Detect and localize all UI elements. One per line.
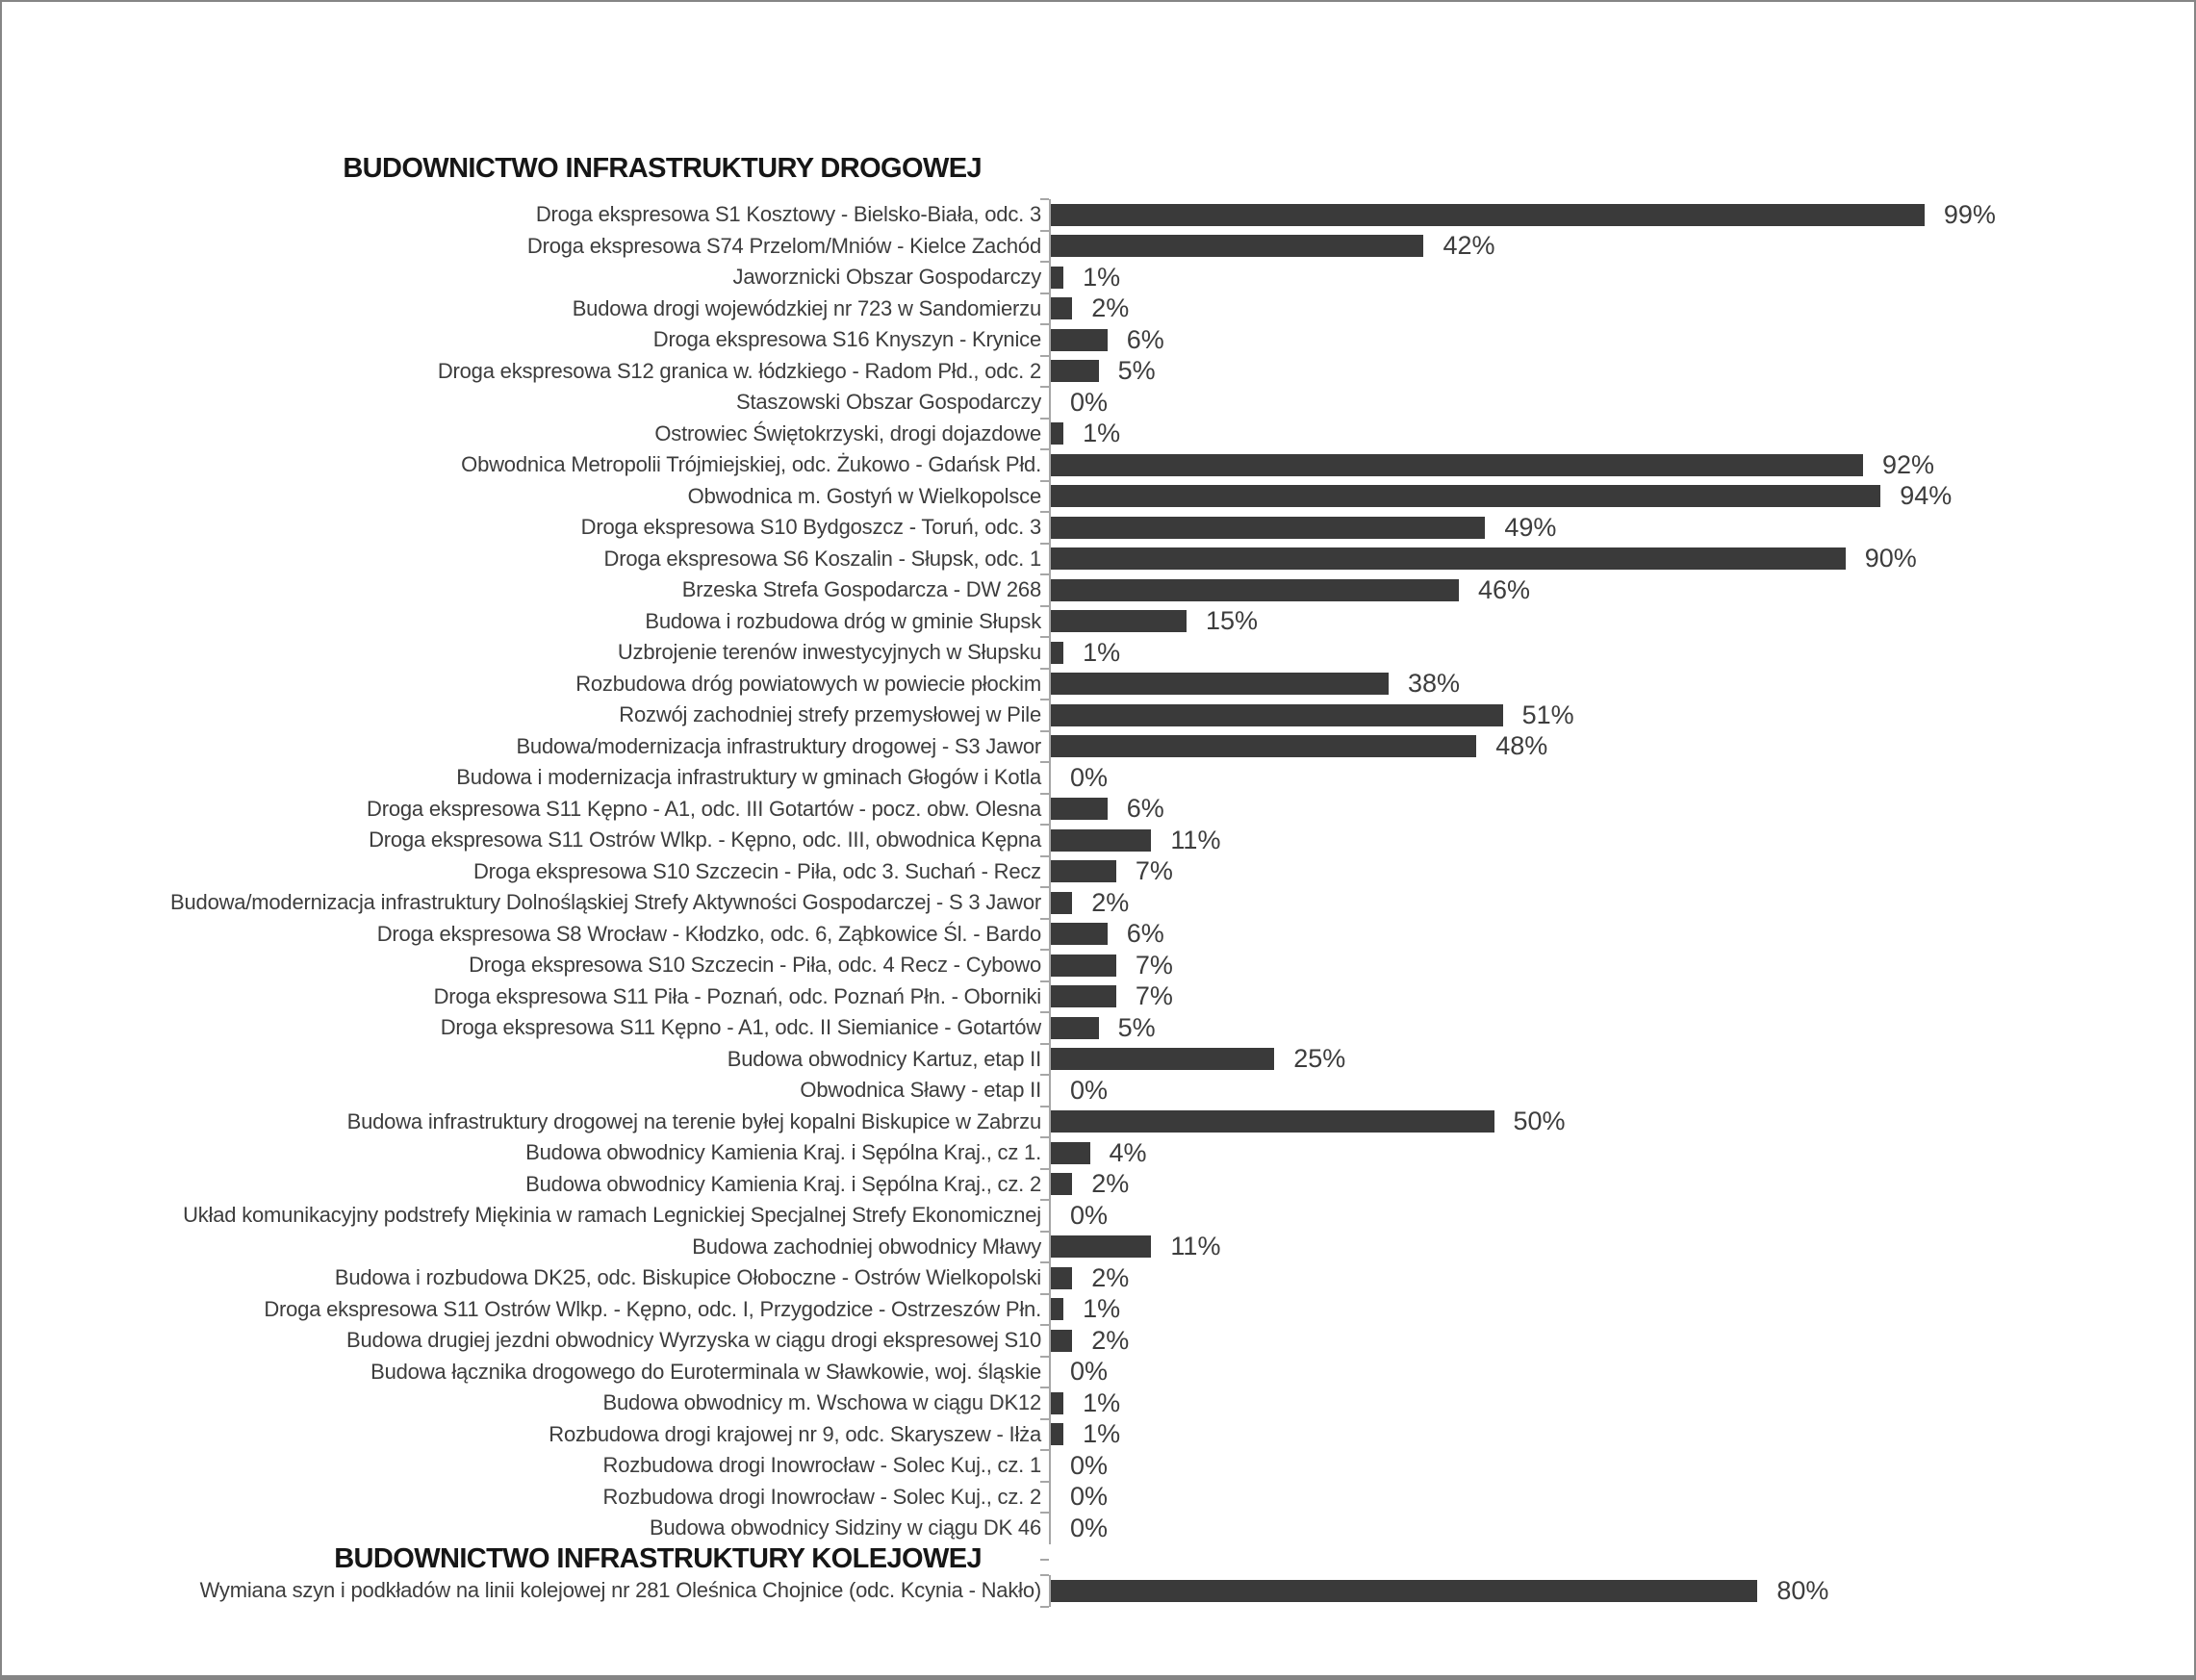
plot-inner — [1051, 731, 2194, 763]
plot-cell — [1049, 887, 2194, 919]
plot-inner — [1051, 1107, 2194, 1138]
plot-inner — [1051, 856, 2194, 888]
plot-inner — [1051, 231, 2194, 263]
category-label: Budowa zachodniej obwodnicy Mławy — [692, 1234, 1041, 1259]
category-label: Budowa obwodnicy Kamienia Kraj. i Sępólna Kraj., cz. 2 — [525, 1171, 1041, 1196]
plot-inner — [1051, 1044, 2194, 1076]
category-label: Droga ekspresowa S10 Szczecin - Piła, odc. 4 Recz - Cybowo — [469, 953, 1041, 977]
category-label: Budowa obwodnicy Sidziny w ciągu DK 46 — [650, 1515, 1041, 1540]
plot-inner — [1051, 919, 2194, 951]
category-label: Staszowski Obszar Gospodarczy — [736, 390, 1041, 414]
bar — [1051, 517, 1485, 539]
plot-inner — [1051, 1419, 2194, 1451]
chart-row — [2, 1012, 2194, 1044]
bar — [1051, 1017, 1099, 1039]
plot-inner — [1051, 1575, 2194, 1607]
value-label: 48% — [1495, 731, 1548, 761]
plot-inner — [1051, 606, 2194, 638]
plot-inner — [1051, 1357, 2194, 1388]
plot-inner — [1051, 512, 2194, 544]
bar — [1051, 955, 1116, 977]
plot-inner — [1051, 1482, 2194, 1514]
plot-cell — [1049, 731, 2194, 763]
plot-cell — [1049, 1169, 2194, 1201]
bar — [1051, 422, 1063, 445]
category-label: Obwodnica m. Gostyń w Wielkopolsce — [687, 483, 1041, 508]
chart-row — [2, 1357, 2194, 1388]
value-label: 5% — [1117, 1012, 1156, 1042]
value-label: 2% — [1091, 293, 1130, 323]
value-label: 0% — [1070, 1357, 1109, 1387]
chart-row — [2, 481, 2194, 513]
plot-inner — [1051, 794, 2194, 826]
category-label: Droga ekspresowa S6 Koszalin - Słupsk, odc. 1 — [603, 546, 1041, 571]
chart-row — [2, 1513, 2194, 1544]
plot-cell — [1049, 669, 2194, 700]
category-label: Droga ekspresowa S11 Piła - Poznań, odc. Poznań Płn. - Oborniki — [433, 983, 1041, 1008]
plot-cell — [1049, 356, 2194, 388]
plot-inner — [1051, 293, 2194, 325]
plot-cell — [1049, 1232, 2194, 1263]
value-label: 99% — [1943, 199, 1996, 229]
value-label: 1% — [1083, 637, 1121, 667]
category-label: Droga ekspresowa S12 granica w. łódzkiego - Radom Płd., odc. 2 — [437, 358, 1041, 383]
chart-row — [2, 856, 2194, 888]
value-label: 49% — [1504, 512, 1557, 542]
category-label: Budowa i rozbudowa dróg w gminie Słupsk — [645, 608, 1041, 633]
category-label: Rozbudowa dróg powiatowych w powiecie płockim — [575, 671, 1041, 696]
chart-row — [2, 1387, 2194, 1419]
plot-inner — [1051, 1325, 2194, 1357]
plot-inner — [1051, 1169, 2194, 1201]
plot-cell — [1049, 324, 2194, 356]
value-label: 6% — [1126, 794, 1164, 824]
value-label: 6% — [1126, 324, 1164, 354]
value-label: 0% — [1070, 1200, 1109, 1230]
plot-inner — [1051, 574, 2194, 606]
value-label: 2% — [1091, 1325, 1130, 1355]
bar — [1051, 1392, 1063, 1414]
chart-row — [2, 356, 2194, 388]
plot-inner — [1051, 637, 2194, 669]
value-label: 94% — [1900, 481, 1953, 511]
plot-inner — [1051, 762, 2194, 794]
chart-row — [2, 574, 2194, 606]
value-label: 2% — [1091, 887, 1130, 917]
value-label: 51% — [1521, 700, 1574, 729]
value-label: 15% — [1205, 606, 1258, 636]
category-label: Budowa infrastruktury drogowej na terenie byłej kopalni Biskupice w Zabrzu — [346, 1108, 1041, 1133]
value-label: 46% — [1477, 574, 1531, 604]
value-label: 0% — [1070, 387, 1109, 417]
plot-cell — [1049, 199, 2194, 231]
chart-row — [2, 731, 2194, 763]
bar — [1051, 735, 1476, 757]
plot-inner — [1051, 1137, 2194, 1169]
bar — [1051, 360, 1099, 382]
plot-cell — [1049, 1419, 2194, 1451]
bar — [1051, 1267, 1072, 1289]
value-label: 25% — [1293, 1044, 1346, 1074]
chart-row — [2, 1137, 2194, 1169]
bar — [1051, 610, 1187, 632]
chart-row — [2, 293, 2194, 325]
chart-row — [2, 762, 2194, 794]
bar — [1051, 1580, 1757, 1602]
plot-cell — [1049, 856, 2194, 888]
plot-cell — [1049, 1044, 2194, 1076]
chart-row — [2, 887, 2194, 919]
plot-inner — [1051, 324, 2194, 356]
value-label: 0% — [1070, 1075, 1109, 1105]
plot-inner — [1051, 669, 2194, 700]
value-label: 0% — [1070, 1450, 1109, 1480]
bar — [1051, 235, 1423, 257]
plot-inner — [1051, 1200, 2194, 1232]
category-label: Rozbudowa drogi Inowrocław - Solec Kuj., cz. 1 — [602, 1453, 1041, 1477]
plot-cell — [1049, 762, 2194, 794]
plot-cell — [1049, 825, 2194, 856]
category-label: Droga ekspresowa S1 Kosztowy - Bielsko-Biała, odc. 3 — [535, 202, 1041, 226]
plot-cell — [1049, 1450, 2194, 1482]
plot-inner — [1051, 1012, 2194, 1044]
category-label: Budowa drogi wojewódzkiej nr 723 w Sandomierzu — [572, 295, 1041, 320]
plot-cell — [1049, 293, 2194, 325]
category-label: Budowa łącznika drogowego do Euroterminala w Sławkowie, woj. śląskie — [370, 1359, 1041, 1384]
value-label: 90% — [1864, 544, 1917, 573]
bar — [1051, 329, 1108, 351]
plot-cell — [1049, 1387, 2194, 1419]
value-label: 1% — [1083, 1387, 1121, 1417]
plot-cell — [1049, 231, 2194, 263]
plot-inner — [1051, 825, 2194, 856]
category-label: Wymiana szyn i podkładów na linii kolejowej nr 281 Oleśnica Chojnice (odc. Kcynia - Nakło) — [199, 1578, 1041, 1602]
section-title: BUDOWNICTWO INFRASTRUKTURY DROGOWEJ — [343, 153, 982, 184]
value-label: 0% — [1070, 1482, 1109, 1512]
chart-row — [2, 419, 2194, 450]
chart-row — [2, 512, 2194, 544]
chart-row — [2, 794, 2194, 826]
bar — [1051, 204, 1925, 226]
chart-row — [2, 1450, 2194, 1482]
plot-cell — [1049, 1107, 2194, 1138]
category-label: Droga ekspresowa S74 Przelom/Mniów - Kielce Zachód — [526, 233, 1041, 258]
plot-inner — [1051, 887, 2194, 919]
category-label: Droga ekspresowa S11 Ostrów Wlkp. - Kępno, odc. I, Przygodzice - Ostrzeszów Płn. — [264, 1296, 1041, 1321]
category-label: Budowa i modernizacja infrastruktury w gminach Głogów i Kotla — [456, 765, 1041, 789]
value-label: 2% — [1091, 1169, 1130, 1199]
category-label: Droga ekspresowa S16 Knyszyn - Krynice — [652, 327, 1041, 351]
value-label: 1% — [1083, 419, 1121, 448]
value-label: 50% — [1513, 1107, 1566, 1136]
chart-row — [2, 606, 2194, 638]
plot-inner — [1051, 1262, 2194, 1294]
plot-inner — [1051, 950, 2194, 981]
category-label: Budowa obwodnicy m. Wschowa w ciągu DK12 — [602, 1390, 1041, 1414]
plot-inner — [1051, 1075, 2194, 1107]
plot-cell — [1049, 1357, 2194, 1388]
section-header-row — [2, 139, 2194, 199]
plot-inner — [1051, 419, 2194, 450]
bar — [1051, 704, 1503, 726]
category-label: Obwodnica Sławy - etap II — [800, 1078, 1041, 1102]
value-label: 80% — [1776, 1575, 1829, 1605]
chart-row — [2, 1262, 2194, 1294]
value-label: 38% — [1407, 669, 1460, 699]
plot-inner — [1051, 544, 2194, 575]
category-label: Budowa obwodnicy Kartuz, etap II — [727, 1046, 1041, 1071]
plot-cell — [1049, 574, 2194, 606]
category-label: Droga ekspresowa S10 Bydgoszcz - Toruń, odc. 3 — [580, 515, 1041, 539]
chart-row — [2, 449, 2194, 481]
plot-cell — [1049, 1513, 2194, 1544]
chart-row — [2, 1075, 2194, 1107]
category-label: Rozwój zachodniej strefy przemysłowej w Pile — [619, 702, 1041, 726]
value-label: 5% — [1117, 356, 1156, 386]
bar — [1051, 1423, 1063, 1445]
value-label: 7% — [1135, 950, 1173, 980]
value-label: 1% — [1083, 1294, 1121, 1324]
bar — [1051, 892, 1072, 914]
plot-cell — [1049, 387, 2194, 419]
plot-inner — [1051, 1450, 2194, 1482]
plot-cell — [1049, 1325, 2194, 1357]
plot-inner — [1051, 1294, 2194, 1326]
chart-row — [2, 1325, 2194, 1357]
plot-cell — [1049, 544, 2194, 575]
chart-row — [2, 1232, 2194, 1263]
plot-inner — [1051, 449, 2194, 481]
value-label: 4% — [1109, 1137, 1147, 1167]
chart-rows-container — [2, 139, 2194, 1607]
category-label: Droga ekspresowa S10 Szczecin - Piła, odc 3. Suchań - Recz — [472, 858, 1041, 883]
chart-row — [2, 199, 2194, 231]
plot-cell — [1049, 950, 2194, 981]
plot-cell — [1049, 700, 2194, 731]
plot-cell — [1049, 419, 2194, 450]
value-label: 1% — [1083, 262, 1121, 292]
plot-cell — [1049, 1012, 2194, 1044]
category-label: Droga ekspresowa S11 Kępno - A1, odc. III Gotartów - pocz. obw. Olesna — [367, 796, 1041, 821]
plot-cell — [1049, 919, 2194, 951]
chart-row — [2, 981, 2194, 1013]
chart-row — [2, 1575, 2194, 1607]
plot-cell — [1049, 606, 2194, 638]
plot-inner — [1051, 199, 2194, 231]
plot-inner — [1051, 356, 2194, 388]
value-label: 0% — [1070, 1513, 1109, 1542]
chart-row — [2, 1482, 2194, 1514]
plot-cell — [1049, 481, 2194, 513]
value-label: 7% — [1135, 981, 1173, 1011]
category-label: Droga ekspresowa S11 Kępno - A1, odc. II Siemianice - Gotartów — [440, 1015, 1041, 1039]
chart-row — [2, 544, 2194, 575]
bar — [1051, 454, 1863, 476]
bar-chart — [2, 2, 2194, 1607]
chart-row — [2, 387, 2194, 419]
value-label: 1% — [1083, 1419, 1121, 1449]
bar — [1051, 547, 1846, 570]
chart-row — [2, 1294, 2194, 1326]
bar — [1051, 642, 1063, 664]
bar — [1051, 267, 1063, 289]
category-label: Budowa i rozbudowa DK25, odc. Biskupice Ołoboczne - Ostrów Wielkopolski — [334, 1265, 1041, 1289]
plot-cell — [1049, 794, 2194, 826]
bar — [1051, 297, 1072, 319]
value-label: 2% — [1091, 1262, 1130, 1292]
bar — [1051, 1048, 1274, 1070]
plot-inner — [1051, 981, 2194, 1013]
category-label: Układ komunikacyjny podstrefy Miękinia w ramach Legnickiej Specjalnej Strefy Ekonomicznej — [183, 1203, 1041, 1227]
chart-row — [2, 669, 2194, 700]
plot-cell — [1049, 262, 2194, 293]
section-title: BUDOWNICTWO INFRASTRUKTURY KOLEJOWEJ — [334, 1543, 982, 1575]
value-label: 11% — [1170, 1232, 1221, 1261]
bar — [1051, 1330, 1072, 1352]
plot-inner — [1051, 387, 2194, 419]
plot-cell — [1049, 1294, 2194, 1326]
chart-row — [2, 231, 2194, 263]
plot-cell — [1049, 1575, 2194, 1607]
category-label: Jaworznicki Obszar Gospodarczy — [732, 265, 1041, 289]
chart-row — [2, 825, 2194, 856]
value-label: 0% — [1070, 762, 1109, 792]
plot-inner — [1051, 481, 2194, 513]
chart-row — [2, 1200, 2194, 1232]
chart-row — [2, 637, 2194, 669]
section-header-row — [2, 1544, 2194, 1576]
value-label: 6% — [1126, 919, 1164, 949]
bar — [1051, 1235, 1151, 1258]
plot-inner — [1051, 1387, 2194, 1419]
chart-row — [2, 1107, 2194, 1138]
bar — [1051, 1298, 1063, 1320]
chart-row — [2, 1169, 2194, 1201]
bar — [1051, 1173, 1072, 1195]
chart-row — [2, 1419, 2194, 1451]
category-label: Droga ekspresowa S8 Wrocław - Kłodzko, odc. 6, Ząbkowice Śl. - Bardo — [376, 921, 1041, 946]
plot-cell — [1049, 512, 2194, 544]
plot-cell — [1049, 449, 2194, 481]
plot-inner — [1051, 1513, 2194, 1544]
bar — [1051, 923, 1108, 945]
plot-cell — [1049, 1137, 2194, 1169]
category-label: Droga ekspresowa S11 Ostrów Wlkp. - Kępno, odc. III, obwodnica Kępna — [369, 827, 1041, 852]
plot-cell — [1049, 1482, 2194, 1514]
category-label: Brzeska Strefa Gospodarcza - DW 268 — [681, 577, 1041, 601]
category-label: Budowa obwodnicy Kamienia Kraj. i Sępólna Kraj., cz 1. — [525, 1140, 1041, 1164]
category-label: Budowa/modernizacja infrastruktury Dolnośląskiej Strefy Aktywności Gospodarczej - S 3 Jawor — [170, 890, 1041, 914]
value-label: 42% — [1443, 231, 1495, 261]
plot-inner — [1051, 262, 2194, 293]
category-label: Ostrowiec Świętokrzyski, drogi dojazdowe — [654, 420, 1041, 445]
plot-cell — [1049, 1200, 2194, 1232]
value-label: 92% — [1881, 449, 1934, 479]
value-label: 7% — [1135, 856, 1173, 886]
bar — [1051, 860, 1116, 882]
category-label: Rozbudowa drogi krajowej nr 9, odc. Skaryszew - Iłża — [549, 1421, 1041, 1446]
category-label: Rozbudowa drogi Inowrocław - Solec Kuj., cz. 2 — [602, 1484, 1041, 1509]
plot-cell — [1049, 1075, 2194, 1107]
chart-row — [2, 262, 2194, 293]
bar — [1051, 829, 1151, 852]
bar — [1051, 1142, 1090, 1164]
plot-inner — [1051, 700, 2194, 731]
plot-cell — [1049, 637, 2194, 669]
chart-row — [2, 700, 2194, 731]
bar — [1051, 1110, 1494, 1133]
chart-row — [2, 324, 2194, 356]
chart-row — [2, 950, 2194, 981]
category-label: Uzbrojenie terenów inwestycyjnych w Słupsku — [617, 640, 1041, 664]
chart-row — [2, 919, 2194, 951]
category-label: Budowa drugiej jezdni obwodnicy Wyrzyska w ciągu drogi ekspresowej S10 — [346, 1328, 1041, 1352]
chart-row — [2, 1044, 2194, 1076]
bar — [1051, 985, 1116, 1007]
bar — [1051, 485, 1880, 507]
plot-inner — [1051, 1232, 2194, 1263]
category-label: Obwodnica Metropolii Trójmiejskiej, odc. Żukowo - Gdańsk Płd. — [461, 452, 1041, 476]
category-label: Budowa/modernizacja infrastruktury drogowej - S3 Jawor — [516, 733, 1041, 758]
bar — [1051, 798, 1108, 820]
value-label: 11% — [1170, 825, 1221, 854]
bar — [1051, 673, 1389, 695]
plot-cell — [1049, 981, 2194, 1013]
plot-cell — [1049, 1262, 2194, 1294]
bar — [1051, 579, 1459, 601]
